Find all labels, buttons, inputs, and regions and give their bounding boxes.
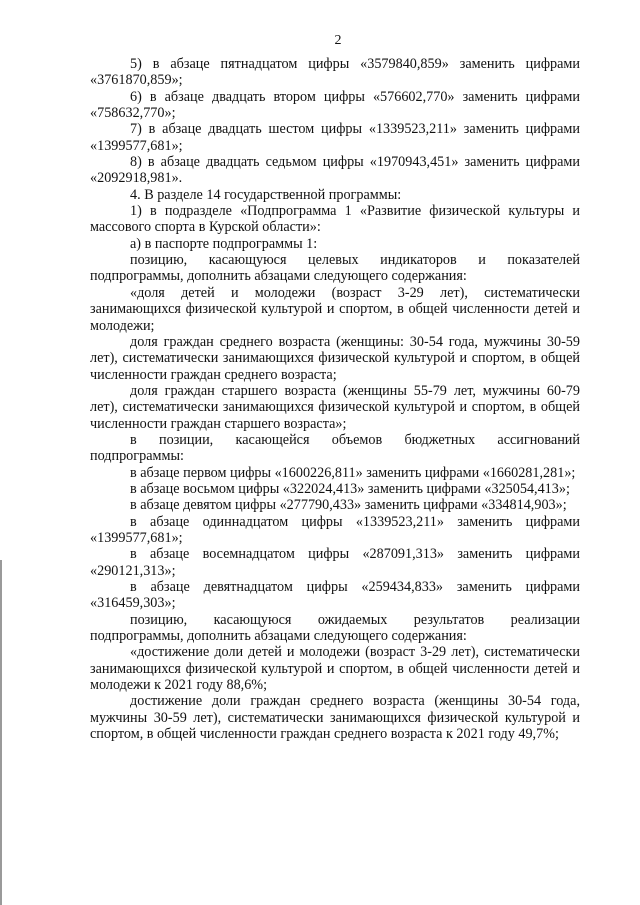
results-intro: позицию, касающуюся ожидаемых результатов реализации подпрограммы, дополнить абзацами следующего содержания:: [90, 611, 580, 645]
indicator-older-age: доля граждан старшего возраста (женщины 55-79 лет, мужчины 60-79 лет), систематически занимающихся физической культурой и спортом, в общей численности граждан старшего возраста»;: [90, 382, 580, 432]
subsection-1-heading: 1) в подразделе «Подпрограмма 1 «Развитие физической культуры и массового спорта в Курской области»:: [90, 203, 580, 236]
scan-edge-line: [0, 560, 2, 905]
budget-paragraph-eighth: в абзаце восьмом цифры «322024,413» заменить цифрами «325054,413»;: [130, 480, 570, 497]
page-number: 2: [334, 33, 342, 48]
paragraph-item-5: 5) в абзаце пятнадцатом цифры «3579840,859» заменить цифрами «3761870,859»;: [90, 56, 580, 89]
indicators-intro: позицию, касающуюся целевых индикаторов и показателей подпрограммы, дополнить абзацами следующего содержания:: [90, 252, 580, 285]
section-14-heading: 4. В разделе 14 государственной программы:: [130, 186, 402, 203]
result-middle-age: достижение доли граждан среднего возраста (женщины 30-54 года, мужчины 30-59 лет), систематически занимающихся физической культурой и спортом, в общей численности граждан среднего возраста к 2021 году 49,7%;: [90, 693, 580, 743]
budget-intro: в позиции, касающейся объемов бюджетных ассигнований подпрограммы:: [90, 431, 580, 465]
indicator-youth: «доля детей и молодежи (возраст 3-29 лет), систематически занимающихся физической культурой и спортом, в общей численности детей и молодежи;: [90, 284, 580, 334]
indicator-middle-age: доля граждан среднего возраста (женщины: 30-54 года, мужчины 30-59 лет), систематически занимающихся физической культурой и спортом, в общей численности граждан среднего возраста;: [90, 333, 580, 383]
paragraph-item-7: 7) в абзаце двадцать шестом цифры «1339523,211» заменить цифрами «1399577,681»;: [90, 121, 580, 154]
result-youth: «достижение доли детей и молодежи (возраст 3-29 лет), систематически занимающихся физической культурой и спортом, в общей численности детей и молодежи к 2021 году 88,6%;: [90, 644, 580, 694]
budget-paragraph-ninth: в абзаце девятом цифры «277790,433» заменить цифрами «334814,903»;: [130, 497, 567, 514]
document-body: [90, 56, 580, 742]
paragraph-item-6: 6) в абзаце двадцать втором цифры «576602,770» заменить цифрами «758632,770»;: [90, 88, 580, 122]
paragraph-item-8: 8) в абзаце двадцать седьмом цифры «1970943,451» заменить цифрами «2092918,981».: [90, 154, 580, 187]
budget-paragraph-eleventh: в абзаце одиннадцатом цифры «1339523,211» заменить цифрами «1399577,681»;: [90, 513, 580, 546]
budget-paragraph-nineteenth: в абзаце девятнадцатом цифры «259434,833» заменить цифрами «316459,303»;: [90, 579, 580, 612]
budget-paragraph-first: в абзаце первом цифры «1600226,811» заменить цифрами «1660281,281»;: [130, 464, 576, 481]
budget-paragraph-eighteenth: в абзаце восемнадцатом цифры «287091,313» заменить цифрами «290121,313»;: [90, 546, 580, 579]
passport-heading: а) в паспорте подпрограммы 1:: [130, 235, 318, 252]
